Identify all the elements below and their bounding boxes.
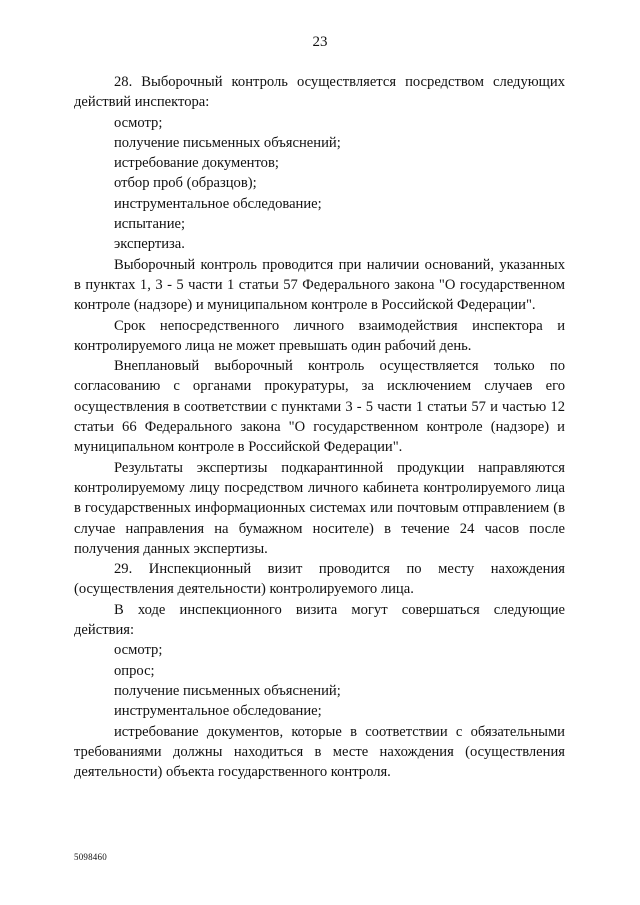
list-item: экспертиза. bbox=[114, 236, 185, 253]
list-item: испытание; bbox=[114, 216, 186, 233]
paragraph-29-action-list bbox=[74, 640, 565, 721]
paragraph-28-term: Срок непосредственного личного взаимодействия инспектора и контролируемого лица не может превышать один рабочий день. bbox=[74, 317, 565, 354]
list-item: истребование документов; bbox=[114, 155, 279, 172]
paragraph-28-unscheduled: Внеплановый выборочный контроль осуществляется только по согласованию с органами прокуратуры, за исключением случаев его осуществления в соответствии с пунктами 3 - 5 части 1 статьи 57 и частью 12 статьи 66 Федерального закона "О государственном контроле (надзоре) и муниципальном контроле в Российской Федерации". bbox=[74, 358, 565, 456]
list-item: инструментальное обследование; bbox=[114, 703, 322, 720]
page-number: 23 bbox=[312, 34, 328, 50]
list-item: осмотр; bbox=[114, 642, 163, 659]
paragraph-29-intro: 29. Инспекционный визит проводится по месту нахождения (осуществления деятельности) контролируемого лица. bbox=[74, 561, 565, 598]
paragraph-29-actions-intro: В ходе инспекционного визита могут совершаться следующие действия: bbox=[74, 601, 565, 639]
list-item: опрос; bbox=[114, 662, 155, 679]
paragraph-28-results: Результаты экспертизы подкарантинной продукции направляются контролируемому лицу посредством личного кабинета контролируемого лица в государственных информационных системах или почтовым отправлением (в случае направления на бумажном носителе) в течение 24 часов после получения данных экспертизы. bbox=[74, 459, 565, 557]
list-item: отбор проб (образцов); bbox=[114, 175, 257, 192]
paragraph-28-intro: 28. Выборочный контроль осуществляется посредством следующих действий инспектора: bbox=[74, 74, 565, 111]
paragraph-28-action-list bbox=[74, 113, 565, 255]
document-body bbox=[74, 72, 565, 782]
list-item: осмотр; bbox=[114, 114, 163, 131]
document-code: 5098460 bbox=[74, 852, 107, 862]
list-item: получение письменных объяснений; bbox=[114, 682, 341, 699]
paragraph-28-grounds: Выборочный контроль проводится при наличии оснований, указанных в пунктах 1, 3 - 5 части 1 статьи 57 Федерального закона "О государственном контроле (надзоре) и муниципальном контроле в Российской Федерации". bbox=[74, 256, 565, 314]
paragraph-29-last: истребование документов, которые в соответствии с обязательными требованиями должны находиться в месте нахождения (осуществления деятельности) объекта государственного контроля. bbox=[74, 723, 565, 781]
list-item: получение письменных объяснений; bbox=[114, 134, 341, 151]
list-item: инструментальное обследование; bbox=[114, 195, 322, 212]
